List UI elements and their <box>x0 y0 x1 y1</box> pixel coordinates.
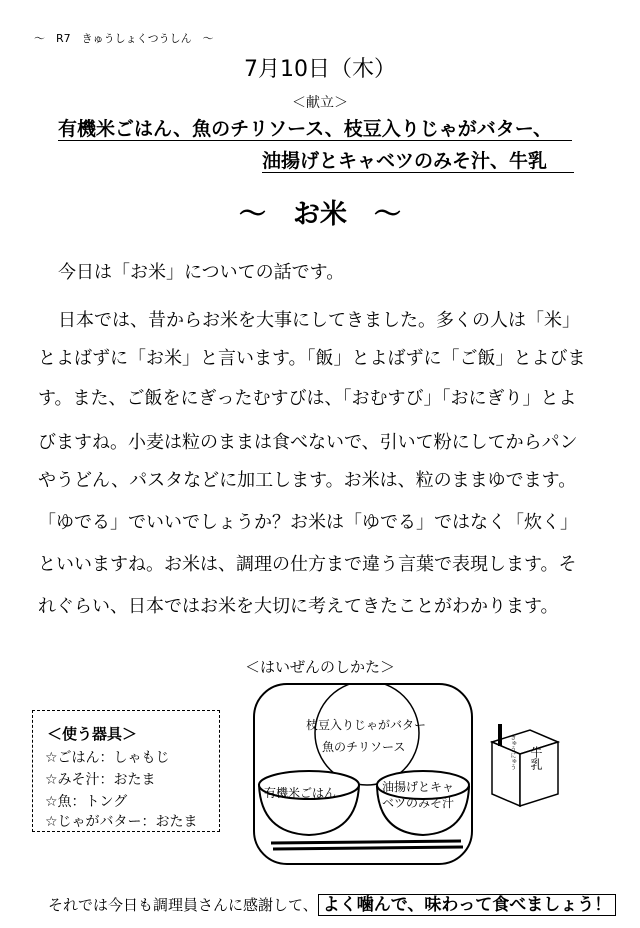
utensils-title: ＜使う器具＞ <box>47 725 138 743</box>
footer-plain-text: それでは今日も調理員さんに感謝して、 <box>48 896 318 914</box>
date-heading: 7月10日（木） <box>244 57 396 82</box>
main-dish-label-2: 魚のチリソース <box>322 740 406 754</box>
footer-message <box>48 890 616 915</box>
paragraph-line-8: といいますね。お米は、調理の仕方まで違う言葉で表現します。そ <box>38 554 577 575</box>
milk-side-text: ぎゅうにゅう <box>509 734 516 770</box>
milk-carton-drawing <box>490 716 560 808</box>
utensil-item: ☆魚：トング <box>45 794 128 810</box>
menu-line-1: 有機米ごはん、魚のチリソース、枝豆入りじゃがバター、 <box>58 118 553 140</box>
main-dish-label-1: 枝豆入りじゃがバター <box>306 718 427 732</box>
utensil-item: ☆みそ汁：おたま <box>45 772 156 788</box>
newsletter-header-tag: ～ R7 きゅうしょくつうしん ～ <box>34 32 214 45</box>
menu-underline-1 <box>58 140 572 141</box>
soup-label-2: ベツのみそ汁 <box>382 796 455 810</box>
paragraph-line-5: びますね。小麦は粒のままは食べないで、引いて粉にしてからパン <box>38 432 578 453</box>
soup-label-1: 油揚げとキャ <box>382 780 455 794</box>
utensils-box <box>32 710 220 832</box>
menu-line-2: 油揚げとキャベツのみそ汁、牛乳 <box>262 150 548 172</box>
paragraph-line-3: とよばずに「お米」と言います。「飯」とよばずに「ご飯」とよびま <box>38 348 586 369</box>
topic-title: ～ お米 ～ <box>239 199 401 230</box>
paragraph-line-2: 日本では、昔からお米を大事にしてきました。多くの人は「米」 <box>58 310 580 331</box>
main-dish-plate <box>315 683 419 785</box>
paragraph-line-9: れぐらい、日本ではお米を大切に考えてきたことがわかります。 <box>38 596 559 617</box>
utensil-item: ☆じゃがバター：おたま <box>45 814 198 830</box>
paragraph-line-6: やうどん、パスタなどに加工します。お米は、粒のままゆでます。 <box>38 470 577 491</box>
rice-label: 有機米ごはん <box>264 786 337 800</box>
menu-heading: ＜献立＞ <box>292 95 348 111</box>
milk-label: 牛乳 <box>529 746 543 770</box>
paragraph-line-7: 「ゆでる」でいいでしょうか？お米は「ゆでる」ではなく「炊く」 <box>38 512 578 533</box>
footer-emphasis-text: よく噛んで、味わって食べましょう！ <box>318 894 617 916</box>
utensil-item: ☆ごはん：しゃもじ <box>45 750 170 766</box>
chopsticks <box>271 841 461 843</box>
paragraph-line-4: す。また、ご飯をにぎったむすびは、「おむすび」「おにぎり」とよ <box>38 388 577 409</box>
menu-underline-2 <box>262 172 574 173</box>
serving-section-title: ＜はいぜんのしかた＞ <box>244 658 395 676</box>
paragraph-line-1: 今日は「お米」についての話です。 <box>58 262 345 283</box>
